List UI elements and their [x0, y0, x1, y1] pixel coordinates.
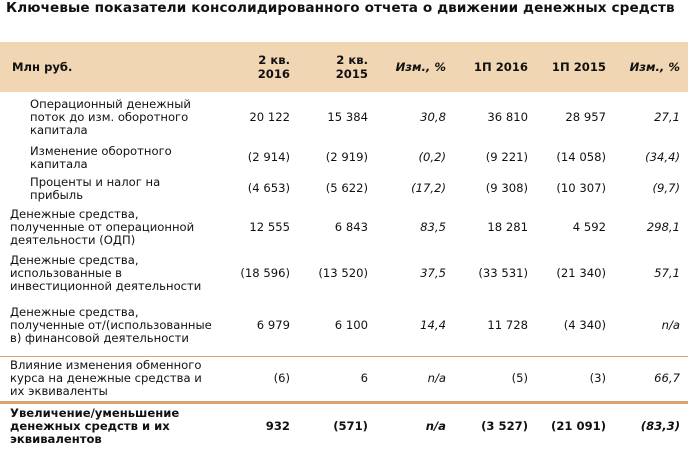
cell-change-h: (83,3) — [614, 402, 688, 450]
cell-change-h: 298,1 — [646, 219, 680, 234]
cell-h1-2015: (4 340) — [563, 318, 606, 333]
column-header-units: Млн руб. — [12, 60, 73, 74]
row-label: Изменение оборотного капитала — [30, 143, 172, 171]
cell-h1-2016: 36 810 — [487, 109, 528, 124]
cell-h1-2016: 18 281 — [487, 219, 528, 234]
cell-q2-2016: (6) — [220, 356, 298, 402]
row-label: Влияние изменения обменного курса на денежные средства и их эквиваленты — [0, 356, 220, 402]
cell-q2-2015: 6 — [298, 356, 376, 402]
cell-h1-2016: (33 531) — [478, 265, 528, 280]
cell-change-q: 30,8 — [420, 109, 446, 124]
cell-change-h: 57,1 — [654, 265, 680, 280]
cell-q2-2016: 20 122 — [249, 109, 290, 124]
cell-change-q: n/a — [376, 402, 454, 450]
cell-q2-2016: 6 979 — [256, 318, 290, 333]
cell-h1-2015: (3) — [536, 356, 614, 402]
column-header-change-h: Изм., % — [629, 60, 680, 74]
cell-change-q: (0,2) — [418, 150, 446, 164]
cell-q2-2016: (4 653) — [247, 181, 290, 195]
cell-q2-2015: (5 622) — [325, 181, 368, 195]
table-row — [0, 92, 688, 142]
column-header-q2-2016 — [220, 42, 298, 92]
row-label: Денежные средства, использованные в инвестиционной деятельности — [10, 252, 202, 293]
cell-h1-2015: (21 091) — [536, 402, 614, 450]
cell-h1-2016: (5) — [454, 356, 536, 402]
column-header-q2-2016-label: 2 кв. 2016 — [257, 53, 290, 81]
table-row — [0, 142, 688, 173]
table-row — [0, 296, 688, 356]
row-label: Денежные средства, полученные от операционной деятельности (ОДП) — [10, 206, 195, 247]
row-label: Денежные средства, полученные от/(использованные в) финансовой деятельности — [10, 305, 212, 346]
cell-h1-2015: (10 307) — [556, 181, 606, 195]
cell-change-q: 83,5 — [420, 219, 446, 234]
cell-q2-2016: 12 555 — [249, 219, 290, 234]
table-row — [0, 250, 688, 296]
cell-change-h: n/a — [661, 318, 680, 333]
cell-q2-2015: 15 384 — [327, 109, 368, 124]
cell-change-q: (17,2) — [411, 181, 446, 195]
cell-change-h: (9,7) — [652, 181, 680, 195]
cell-h1-2015: (14 058) — [556, 150, 606, 164]
table-row-total — [0, 402, 688, 450]
cell-q2-2015: 6 100 — [334, 318, 368, 333]
cell-h1-2016: (9 308) — [485, 181, 528, 195]
column-header-h1-2015: 1П 2015 — [551, 60, 606, 74]
cell-q2-2015: (2 919) — [325, 150, 368, 164]
cell-q2-2016: (2 914) — [247, 150, 290, 164]
cell-change-h: (34,4) — [645, 150, 680, 164]
table-header-row — [0, 42, 688, 92]
row-label: Операционный денежный поток до изм. оборотного капитала — [30, 96, 191, 137]
page-title: Ключевые показатели консолидированного отчета о движении денежных средств — [6, 0, 675, 16]
row-label: Проценты и налог на прибыль — [30, 174, 161, 202]
cell-h1-2015: 28 957 — [565, 109, 606, 124]
cell-q2-2015: (13 520) — [318, 265, 368, 280]
cell-h1-2016: 11 728 — [487, 318, 528, 333]
cell-h1-2016: (3 527) — [454, 402, 536, 450]
table-row — [0, 173, 688, 204]
column-header-change-q: Изм., % — [395, 60, 446, 74]
cell-change-q: 14,4 — [420, 318, 446, 333]
cell-h1-2015: (21 340) — [556, 265, 606, 280]
cell-q2-2015: (571) — [298, 402, 376, 450]
table-row — [0, 356, 688, 402]
cell-h1-2016: (9 221) — [485, 150, 528, 164]
row-label: Увеличение/уменьшение денежных средств и их эквивалентов — [0, 402, 220, 450]
cell-h1-2015: 4 592 — [572, 219, 606, 234]
cell-q2-2016: 932 — [220, 402, 298, 450]
cash-flow-table — [0, 42, 688, 450]
cell-q2-2016: (18 596) — [240, 265, 290, 280]
cell-change-q: 37,5 — [420, 265, 446, 280]
column-header-h1-2016: 1П 2016 — [473, 60, 528, 74]
column-header-q2-2015 — [298, 42, 376, 92]
cell-change-h: 66,7 — [614, 356, 688, 402]
cell-change-h: 27,1 — [654, 109, 680, 124]
column-header-q2-2015-label: 2 кв. 2015 — [335, 53, 368, 81]
cell-q2-2015: 6 843 — [334, 219, 368, 234]
cell-change-q: n/a — [376, 356, 454, 402]
table-row — [0, 204, 688, 250]
